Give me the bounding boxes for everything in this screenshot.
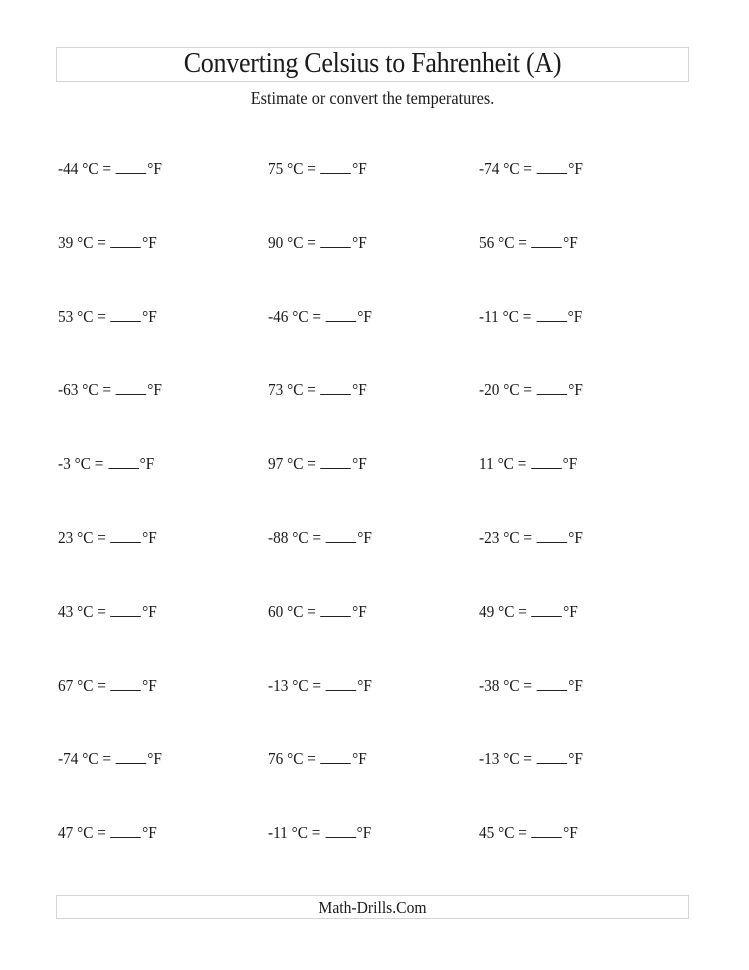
celsius-unit: °C — [503, 528, 520, 547]
answer-blank[interactable] — [116, 380, 147, 395]
celsius-value: 76 — [268, 749, 284, 768]
celsius-unit: °C — [287, 159, 304, 178]
fahrenheit-unit: °F — [357, 528, 372, 547]
conversion-problem — [479, 158, 583, 180]
celsius-value: -13 — [268, 676, 289, 695]
fahrenheit-unit: °F — [357, 676, 372, 695]
fahrenheit-unit: °F — [568, 380, 583, 399]
equals-sign: = — [97, 602, 106, 621]
equals-sign: = — [523, 676, 533, 695]
fahrenheit-unit: °F — [147, 159, 162, 178]
equals-sign: = — [97, 307, 106, 326]
equals-sign: = — [311, 823, 321, 842]
conversion-problem — [479, 306, 582, 328]
celsius-unit: °C — [287, 380, 304, 399]
celsius-unit: °C — [291, 823, 308, 842]
celsius-unit: °C — [74, 454, 91, 473]
celsius-unit: °C — [77, 823, 94, 842]
answer-blank[interactable] — [326, 676, 357, 691]
fahrenheit-unit: °F — [352, 602, 367, 621]
conversion-problem — [58, 306, 157, 328]
conversion-problem — [268, 306, 372, 328]
fahrenheit-unit: °F — [142, 602, 157, 621]
answer-blank[interactable] — [532, 823, 563, 838]
equals-sign: = — [94, 454, 104, 473]
conversion-problem — [479, 453, 577, 475]
conversion-problem — [479, 822, 578, 844]
answer-blank[interactable] — [537, 676, 568, 691]
conversion-problem — [58, 675, 157, 697]
fahrenheit-unit: °F — [568, 528, 583, 547]
celsius-unit: °C — [77, 307, 94, 326]
fahrenheit-unit: °F — [563, 602, 578, 621]
celsius-value: -23 — [479, 528, 500, 547]
conversion-problem — [479, 232, 578, 254]
celsius-value: 67 — [58, 676, 74, 695]
celsius-value: 39 — [58, 233, 74, 252]
celsius-value: -46 — [268, 307, 289, 326]
answer-blank[interactable] — [537, 380, 568, 395]
celsius-value: 73 — [268, 380, 284, 399]
equals-sign: = — [518, 823, 527, 842]
equals-sign: = — [522, 307, 532, 326]
celsius-value: -88 — [268, 528, 289, 547]
conversion-problem — [479, 748, 583, 770]
celsius-unit: °C — [287, 602, 304, 621]
conversion-problem — [268, 527, 372, 549]
celsius-unit: °C — [503, 380, 520, 399]
fahrenheit-unit: °F — [147, 380, 162, 399]
conversion-problem — [58, 601, 157, 623]
fahrenheit-unit: °F — [352, 233, 367, 252]
celsius-value: -74 — [58, 749, 79, 768]
answer-blank[interactable] — [537, 528, 568, 543]
fahrenheit-unit: °F — [147, 749, 162, 768]
celsius-unit: °C — [287, 233, 304, 252]
equals-sign: = — [307, 602, 316, 621]
celsius-value: 53 — [58, 307, 74, 326]
answer-blank[interactable] — [531, 454, 562, 469]
fahrenheit-unit: °F — [352, 380, 367, 399]
answer-blank[interactable] — [111, 528, 142, 543]
answer-blank[interactable] — [111, 676, 142, 691]
celsius-unit: °C — [502, 307, 519, 326]
fahrenheit-unit: °F — [139, 454, 155, 473]
conversion-problem — [268, 822, 371, 844]
answer-blank[interactable] — [537, 749, 568, 764]
fahrenheit-unit: °F — [357, 307, 372, 326]
answer-blank[interactable] — [111, 602, 142, 617]
celsius-value: 43 — [58, 602, 74, 621]
equals-sign: = — [312, 528, 322, 547]
equals-sign: = — [97, 233, 106, 252]
celsius-value: -38 — [479, 676, 500, 695]
celsius-value: 47 — [58, 823, 74, 842]
celsius-unit: °C — [503, 159, 520, 178]
equals-sign: = — [102, 749, 112, 768]
celsius-value: 56 — [479, 233, 495, 252]
celsius-value: -44 — [58, 159, 79, 178]
celsius-value: 60 — [268, 602, 284, 621]
answer-blank[interactable] — [537, 159, 568, 174]
fahrenheit-unit: °F — [563, 823, 578, 842]
fahrenheit-unit: °F — [142, 528, 157, 547]
conversion-problem — [479, 379, 583, 401]
celsius-value: -20 — [479, 380, 500, 399]
answer-blank[interactable] — [108, 454, 139, 469]
conversion-problem — [479, 601, 578, 623]
conversion-problem — [268, 601, 367, 623]
conversion-problem — [58, 232, 157, 254]
fahrenheit-unit: °F — [562, 454, 578, 473]
fahrenheit-unit: °F — [352, 454, 367, 473]
conversion-problem — [58, 158, 162, 180]
equals-sign: = — [518, 602, 527, 621]
equals-sign: = — [102, 159, 112, 178]
answer-blank[interactable] — [532, 602, 563, 617]
equals-sign: = — [307, 233, 316, 252]
celsius-value: 45 — [479, 823, 495, 842]
conversion-problem — [268, 675, 372, 697]
equals-sign: = — [523, 528, 533, 547]
equals-sign: = — [312, 307, 322, 326]
celsius-unit: °C — [287, 749, 304, 768]
conversion-problem — [268, 453, 367, 475]
celsius-value: 49 — [479, 602, 495, 621]
celsius-unit: °C — [82, 159, 99, 178]
footer-site-name: Math-Drills.Com — [318, 898, 427, 917]
answer-blank[interactable] — [321, 380, 352, 395]
equals-sign: = — [102, 380, 112, 399]
celsius-unit: °C — [497, 454, 514, 473]
equals-sign: = — [307, 380, 316, 399]
celsius-unit: °C — [82, 380, 99, 399]
worksheet-title: Converting Celsius to Fahrenheit (A) — [183, 48, 562, 79]
equals-sign: = — [97, 676, 106, 695]
fahrenheit-unit: °F — [142, 233, 157, 252]
celsius-unit: °C — [287, 454, 304, 473]
answer-blank[interactable] — [321, 454, 352, 469]
celsius-unit: °C — [77, 602, 94, 621]
equals-sign: = — [307, 159, 316, 178]
conversion-problem — [268, 232, 367, 254]
equals-sign: = — [307, 749, 316, 768]
celsius-value: -13 — [479, 749, 500, 768]
answer-blank[interactable] — [111, 823, 142, 838]
fahrenheit-unit: °F — [563, 233, 578, 252]
celsius-value: 90 — [268, 233, 284, 252]
title-box — [56, 47, 689, 82]
answer-blank[interactable] — [536, 307, 567, 322]
equals-sign: = — [97, 823, 106, 842]
equals-sign: = — [523, 749, 533, 768]
celsius-value: -74 — [479, 159, 500, 178]
equals-sign: = — [307, 454, 316, 473]
conversion-problem — [58, 379, 162, 401]
conversion-problem — [268, 748, 367, 770]
answer-blank[interactable] — [326, 307, 357, 322]
equals-sign: = — [97, 528, 106, 547]
celsius-value: 97 — [268, 454, 284, 473]
fahrenheit-unit: °F — [142, 307, 157, 326]
answer-blank[interactable] — [326, 528, 357, 543]
celsius-value: 23 — [58, 528, 74, 547]
answer-blank[interactable] — [321, 749, 352, 764]
equals-sign: = — [312, 676, 322, 695]
celsius-unit: °C — [77, 528, 94, 547]
fahrenheit-unit: °F — [567, 307, 583, 326]
celsius-value: 11 — [479, 454, 494, 473]
equals-sign: = — [523, 380, 533, 399]
celsius-unit: °C — [503, 749, 520, 768]
answer-blank[interactable] — [321, 233, 352, 248]
celsius-value: -3 — [58, 454, 71, 473]
celsius-unit: °C — [498, 823, 515, 842]
celsius-unit: °C — [503, 676, 520, 695]
equals-sign: = — [518, 233, 527, 252]
fahrenheit-unit: °F — [352, 749, 367, 768]
worksheet-instructions: Estimate or convert the temperatures. — [250, 88, 495, 108]
conversion-problem — [268, 379, 367, 401]
celsius-value: -63 — [58, 380, 79, 399]
equals-sign: = — [517, 454, 527, 473]
answer-blank[interactable] — [111, 233, 142, 248]
answer-blank[interactable] — [532, 233, 563, 248]
conversion-problem — [58, 748, 162, 770]
footer-box — [56, 895, 689, 919]
answer-blank[interactable] — [321, 159, 352, 174]
answer-blank[interactable] — [111, 307, 142, 322]
conversion-problem — [268, 158, 367, 180]
celsius-value: -11 — [479, 307, 499, 326]
celsius-unit: °C — [292, 528, 309, 547]
fahrenheit-unit: °F — [568, 749, 583, 768]
celsius-value: -11 — [268, 823, 288, 842]
fahrenheit-unit: °F — [142, 823, 157, 842]
celsius-unit: °C — [292, 307, 309, 326]
celsius-unit: °C — [77, 233, 94, 252]
conversion-problem — [58, 822, 157, 844]
answer-blank[interactable] — [321, 602, 352, 617]
equals-sign: = — [523, 159, 533, 178]
fahrenheit-unit: °F — [356, 823, 372, 842]
celsius-unit: °C — [498, 602, 515, 621]
celsius-unit: °C — [292, 676, 309, 695]
answer-blank[interactable] — [325, 823, 356, 838]
conversion-problem — [58, 527, 157, 549]
answer-blank[interactable] — [116, 159, 147, 174]
fahrenheit-unit: °F — [352, 159, 367, 178]
fahrenheit-unit: °F — [568, 159, 583, 178]
conversion-problem — [58, 453, 154, 475]
conversion-problem — [479, 527, 583, 549]
celsius-unit: °C — [498, 233, 515, 252]
celsius-value: 75 — [268, 159, 284, 178]
celsius-unit: °C — [77, 676, 94, 695]
celsius-unit: °C — [82, 749, 99, 768]
fahrenheit-unit: °F — [142, 676, 157, 695]
fahrenheit-unit: °F — [568, 676, 583, 695]
conversion-problem — [479, 675, 583, 697]
answer-blank[interactable] — [116, 749, 147, 764]
